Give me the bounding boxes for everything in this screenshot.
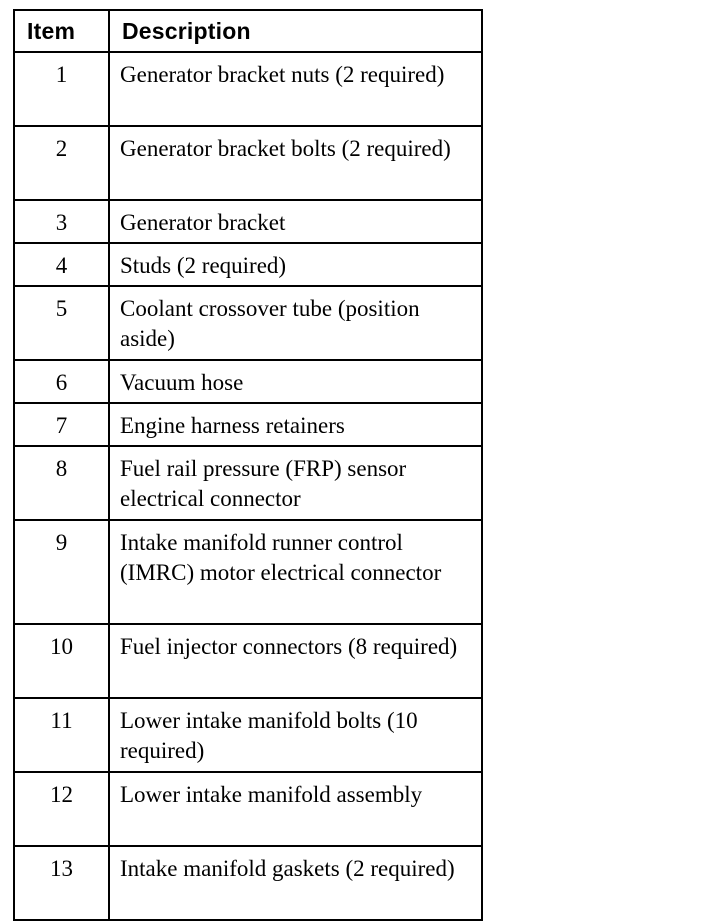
description-column-header: Description <box>109 10 482 52</box>
table-row <box>14 846 482 920</box>
table-row <box>14 698 482 772</box>
item-description: Fuel injector connectors (8 required) <box>109 624 482 698</box>
item-number: 9 <box>14 520 109 624</box>
header-row <box>14 10 482 52</box>
item-description: Studs (2 required) <box>109 243 482 286</box>
table-row <box>14 403 482 446</box>
item-description: Generator bracket <box>109 200 482 243</box>
item-description: Generator bracket nuts (2 required) <box>109 52 482 126</box>
item-description: Fuel rail pressure (FRP) sensor electrical connector <box>109 446 482 520</box>
item-description: Lower intake manifold assembly <box>109 772 482 846</box>
parts-table <box>13 9 483 921</box>
item-number: 13 <box>14 846 109 920</box>
table-row <box>14 286 482 360</box>
item-description: Engine harness retainers <box>109 403 482 446</box>
item-number: 6 <box>14 360 109 403</box>
item-description: Lower intake manifold bolts (10 required) <box>109 698 482 772</box>
table-row <box>14 200 482 243</box>
table-row <box>14 446 482 520</box>
item-number: 11 <box>14 698 109 772</box>
item-number: 5 <box>14 286 109 360</box>
table-row <box>14 624 482 698</box>
item-description: Intake manifold gaskets (2 required) <box>109 846 482 920</box>
item-number: 3 <box>14 200 109 243</box>
table-row <box>14 360 482 403</box>
item-column-header: Item <box>14 10 109 52</box>
item-number: 2 <box>14 126 109 200</box>
item-number: 7 <box>14 403 109 446</box>
item-number: 1 <box>14 52 109 126</box>
item-number: 8 <box>14 446 109 520</box>
table-row <box>14 772 482 846</box>
table-row <box>14 126 482 200</box>
item-description: Intake manifold runner control (IMRC) motor electrical connector <box>109 520 482 624</box>
item-description: Vacuum hose <box>109 360 482 403</box>
item-description: Generator bracket bolts (2 required) <box>109 126 482 200</box>
table-row <box>14 520 482 624</box>
item-number: 4 <box>14 243 109 286</box>
item-description: Coolant crossover tube (position aside) <box>109 286 482 360</box>
table-row <box>14 52 482 126</box>
item-number: 12 <box>14 772 109 846</box>
item-number: 10 <box>14 624 109 698</box>
table-row <box>14 243 482 286</box>
